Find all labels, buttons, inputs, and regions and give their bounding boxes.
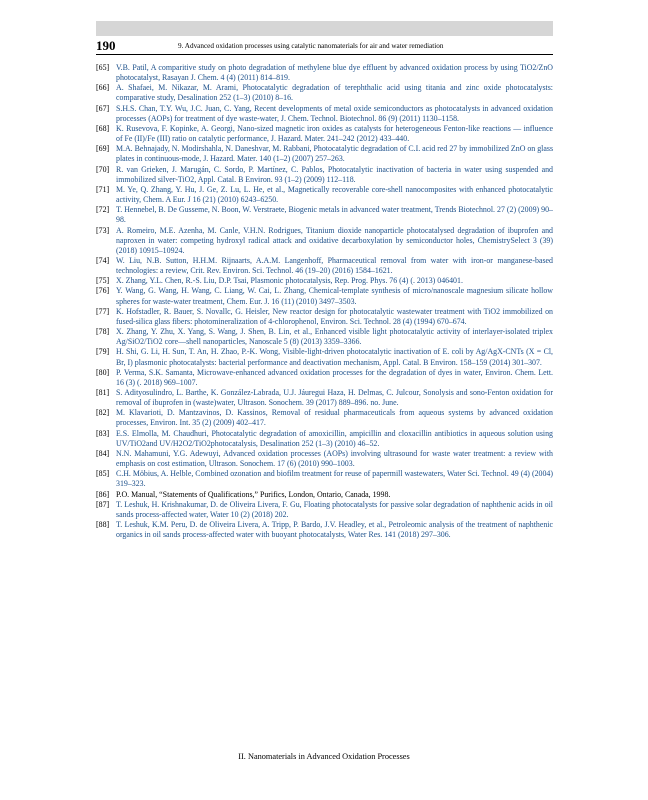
reference-number: [83] — [96, 428, 110, 438]
reference-link[interactable]: C.H. Möbius, A. Helble, Combined ozonation and biofilm treatment for reuse of papermill wastewaters, Water Sci. Technol. 49 (4) (2004) 319–323. — [116, 469, 553, 489]
reference-number: [79] — [96, 347, 110, 357]
reference-link[interactable]: X. Zhang, Y.L. Chen, R.-S. Liu, D.P. Tsai, Plasmonic photocatalysis, Rep. Prog. Phys. 76 (4) (. 2013) 046401. — [116, 276, 463, 286]
reference-number: [78] — [96, 327, 110, 337]
page-header — [96, 38, 553, 55]
reference-item — [96, 205, 553, 225]
reference-number: [82] — [96, 408, 110, 418]
header-band — [96, 21, 553, 36]
reference-item — [96, 490, 553, 500]
reference-link[interactable]: P. Verma, S.K. Samanta, Microwave-enhanced advanced oxidation processes for the degradation of dyes in water, Environ. Chem. Lett. 16 (3) (. 2018) 969–1007. — [116, 367, 553, 387]
reference-number: [70] — [96, 164, 110, 174]
reference-link[interactable]: S. Adityosulindro, L. Barthe, K. González-Labrada, U.J. Jáuregui Haza, H. Delmas, C. Julcour, Sonolysis and sono-Fenton oxidation for removal of ibuprofen in (waste)water, Ultrason. Sonochem. 39 (2017) 889–896. no. June. — [116, 388, 553, 408]
reference-item — [96, 307, 553, 327]
reference-item — [96, 83, 553, 103]
reference-number: [86] — [96, 489, 110, 499]
reference-link[interactable]: K. Hofstadler, R. Bauer, S. Novallc, G. Heisler, New reactor design for photocatalytic wastewater treatment with TiO2 immobilized on fused-silica glass fibers: photomineralization of 4-chlorophenol, Environ. Sci. Technol. 28 (4) (1994) 670–674. — [116, 306, 553, 326]
reference-number: [87] — [96, 499, 110, 509]
reference-link[interactable]: R. van Grieken, J. Marugán, C. Sordo, P. Martínez, C. Pablos, Photocatalytic inactivation of bacteria in water using suspended and immobilized silver-TiO2, Appl. Catal. B Environ. 93 (1–2) (2009) 112–118. — [116, 164, 553, 184]
reference-item — [96, 368, 553, 388]
reference-text: P.O. Manual, “Statements of Qualifications,” Purifics, London, Ontario, Canada, 1998. — [116, 489, 391, 499]
reference-item — [96, 276, 553, 286]
reference-item — [96, 165, 553, 185]
reference-number: [72] — [96, 205, 110, 215]
reference-number: [77] — [96, 306, 110, 316]
reference-link[interactable]: X. Zhang, Y. Zhu, X. Yang, S. Wang, J. Shen, B. Lin, et al., Enhanced visible light photocatalytic activity of interlayer-isolated triplex Ag/SiO2/TiO2 core—shell nanoparticles, Nanoscale 5 (8) (2013) 3359–3366. — [116, 327, 553, 347]
reference-link[interactable]: T. Hennebel, B. De Gusseme, N. Boon, W. Verstraete, Biogenic metals in advanced water treatment, Trends Biotechnol. 27 (2) (2009) 90–98. — [116, 205, 553, 225]
reference-number: [65] — [96, 63, 110, 72]
reference-link[interactable]: H. Shi, G. Li, H. Sun, T. An, H. Zhao, P.-K. Wong, Visible-light-driven photocatalytic inactivation of E. coli by Ag/AgX-CNTs (X = Cl, Br, I) plasmonic photocatalysts: bacterial performance and deactivation mechanism, Appl. Catal. B Environ. 158–159 (2014) 301–307. — [116, 347, 553, 367]
reference-item — [96, 286, 553, 306]
reference-link[interactable]: Y. Wang, G. Wang, H. Wang, C. Liang, W. Cai, L. Zhang, Chemical-template synthesis of micro/nanoscale magnesium silicate hollow spheres for waste-water treatment, Chem. Eur. J. 16 (11) (2010) 3497–3503. — [116, 286, 553, 306]
reference-item — [96, 520, 553, 540]
reference-item — [96, 63, 553, 83]
reference-number: [66] — [96, 83, 110, 93]
reference-number: [81] — [96, 388, 110, 397]
reference-number: [75] — [96, 276, 110, 286]
reference-link[interactable]: M.A. Behnajady, N. Modirshahla, N. Daneshvar, M. Rabbani, Photocatalytic degradation of C.I. acid red 27 by immobilized ZnO on glass plates in continuous-mode, J. Hazard. Mater. 140 (1–2) (2007) 257–263. — [116, 144, 554, 164]
page-footer: II. Nanomaterials in Advanced Oxidation Processes — [238, 752, 410, 761]
reference-number: [73] — [96, 225, 110, 235]
reference-number: [80] — [96, 367, 110, 377]
reference-number: [71] — [96, 184, 110, 194]
reference-link[interactable]: A. Shafaei, M. Nikazar, M. Arami, Photocatalytic degradation of terephthalic acid using titania and zinc oxide photocatalysts: comparative study, Desalination 252 (1–3) (2010) 8–16. — [116, 83, 553, 103]
reference-link[interactable]: N.N. Mahamuni, Y.G. Adewuyi, Advanced oxidation processes (AOPs) involving ultrasound for waste water treatment: a review with emphasis on cost estimation, Ultrason. Sonochem. 17 (6) (2010) 990–1003. — [116, 448, 553, 469]
reference-link[interactable]: V.B. Patil, A comparitive study on photo degradation of methylene blue dye effluent by advanced oxidation process by using TiO2/ZnO photocatalyst, Rasayan J. Chem. 4 (4) (2011) 814–819. — [116, 63, 553, 83]
reference-item — [96, 408, 553, 428]
reference-number: [88] — [96, 520, 110, 530]
reference-item — [96, 104, 553, 124]
reference-item — [96, 226, 553, 256]
reference-link[interactable]: M. Klavarioti, D. Mantzavinos, D. Kassinos, Removal of residual pharmaceuticals from aqueous systems by advanced oxidation processes, Environ. Int. 35 (2) (2009) 402–417. — [116, 408, 553, 428]
reference-link[interactable]: M. Ye, Q. Zhang, Y. Hu, J. Ge, Z. Lu, L. He, et al., Magnetically recoverable core-shell nanocomposites with enhanced photocatalytic activity, Chem. A Eur. J 16 (21) (2010) 6243–6250. — [116, 184, 553, 205]
reference-number: [74] — [96, 255, 110, 265]
reference-link[interactable]: S.H.S. Chan, T.Y. Wu, J.C. Juan, C. Yang, Recent developments of metal oxide semiconductors as photocatalysts in advanced oxidation processes (AOPs) for treatment of dye waste-water, J. Chem. Technol. Biotechnol. 86 (9) (2011) 1130–1158. — [116, 103, 553, 123]
reference-item — [96, 347, 553, 367]
running-title: 9. Advanced oxidation processes using catalytic nanomaterials for air and water remediation — [178, 42, 444, 50]
reference-number: [85] — [96, 469, 110, 479]
reference-item — [96, 429, 553, 449]
reference-number: [84] — [96, 448, 110, 458]
reference-item — [96, 124, 553, 144]
reference-item — [96, 256, 553, 276]
reference-item — [96, 327, 553, 347]
reference-item — [96, 144, 553, 164]
reference-item — [96, 500, 553, 520]
reference-link[interactable]: E.S. Elmolla, M. Chaudhuri, Photocatalytic degradation of amoxicillin, ampicillin and cloxacillin antibiotics in aqueous solution using UV/TiO2and UV/H2O2/TiO2photocatalysis, Desalination 252 (1–3) (2010) 46–52. — [116, 428, 553, 448]
reference-link[interactable]: T. Leshuk, K.M. Peru, D. de Oliveira Livera, A. Tripp, P. Bardo, J.V. Headley, et al., Petroleomic analysis of the treatment of naphthenic organics in oil sands process-affected water with buoyant photocatalysts, Water Res. 141 (2018) 297–306. — [116, 520, 553, 540]
reference-link[interactable]: A. Romeiro, M.E. Azenha, M. Canle, V.H.N. Rodrigues, Titanium dioxide nanoparticle photocatalysed degradation of ibuprofen and naproxen in water: competing hydroxyl radical attack and oxidative decarboxylation by semiconductor holes, ChemistrySelect 3 (39) (2018) 10915–10924. — [116, 225, 553, 255]
reference-link[interactable]: K. Rusevova, F. Kopinke, A. Georgi, Nano-sized magnetic iron oxides as catalysts for heterogeneous Fenton-like reactions — influence of Fe (II)/Fe (III) ratio on catalytic performance, J. Hazard. Mater. 241–242 (2012) 433–440. — [116, 123, 553, 144]
reference-number: [69] — [96, 144, 110, 154]
reference-link[interactable]: W. Liu, N.B. Sutton, H.H.M. Rijnaarts, A.A.M. Langenhoff, Pharmaceutical removal from water with iron-or manganese-based technologies: a review, Crit. Rev. Environ. Sci. Technol. 46 (19–20) (2016) 1584–1621. — [116, 255, 553, 276]
reference-number: [67] — [96, 103, 110, 113]
reference-number: [76] — [96, 286, 110, 296]
reference-item — [96, 469, 553, 489]
reference-number: [68] — [96, 123, 110, 133]
reference-item — [96, 388, 553, 408]
reference-item — [96, 449, 553, 469]
reference-item — [96, 185, 553, 205]
page-number: 190 — [96, 38, 116, 53]
reference-list — [96, 63, 553, 540]
reference-link[interactable]: T. Leshuk, H. Krishnakumar, D. de Oliveira Livera, F. Gu, Floating photocatalysts for passive solar degradation of naphthenic acids in oil sands process-affected water, Water 10 (2) (2018) 202. — [116, 499, 553, 519]
